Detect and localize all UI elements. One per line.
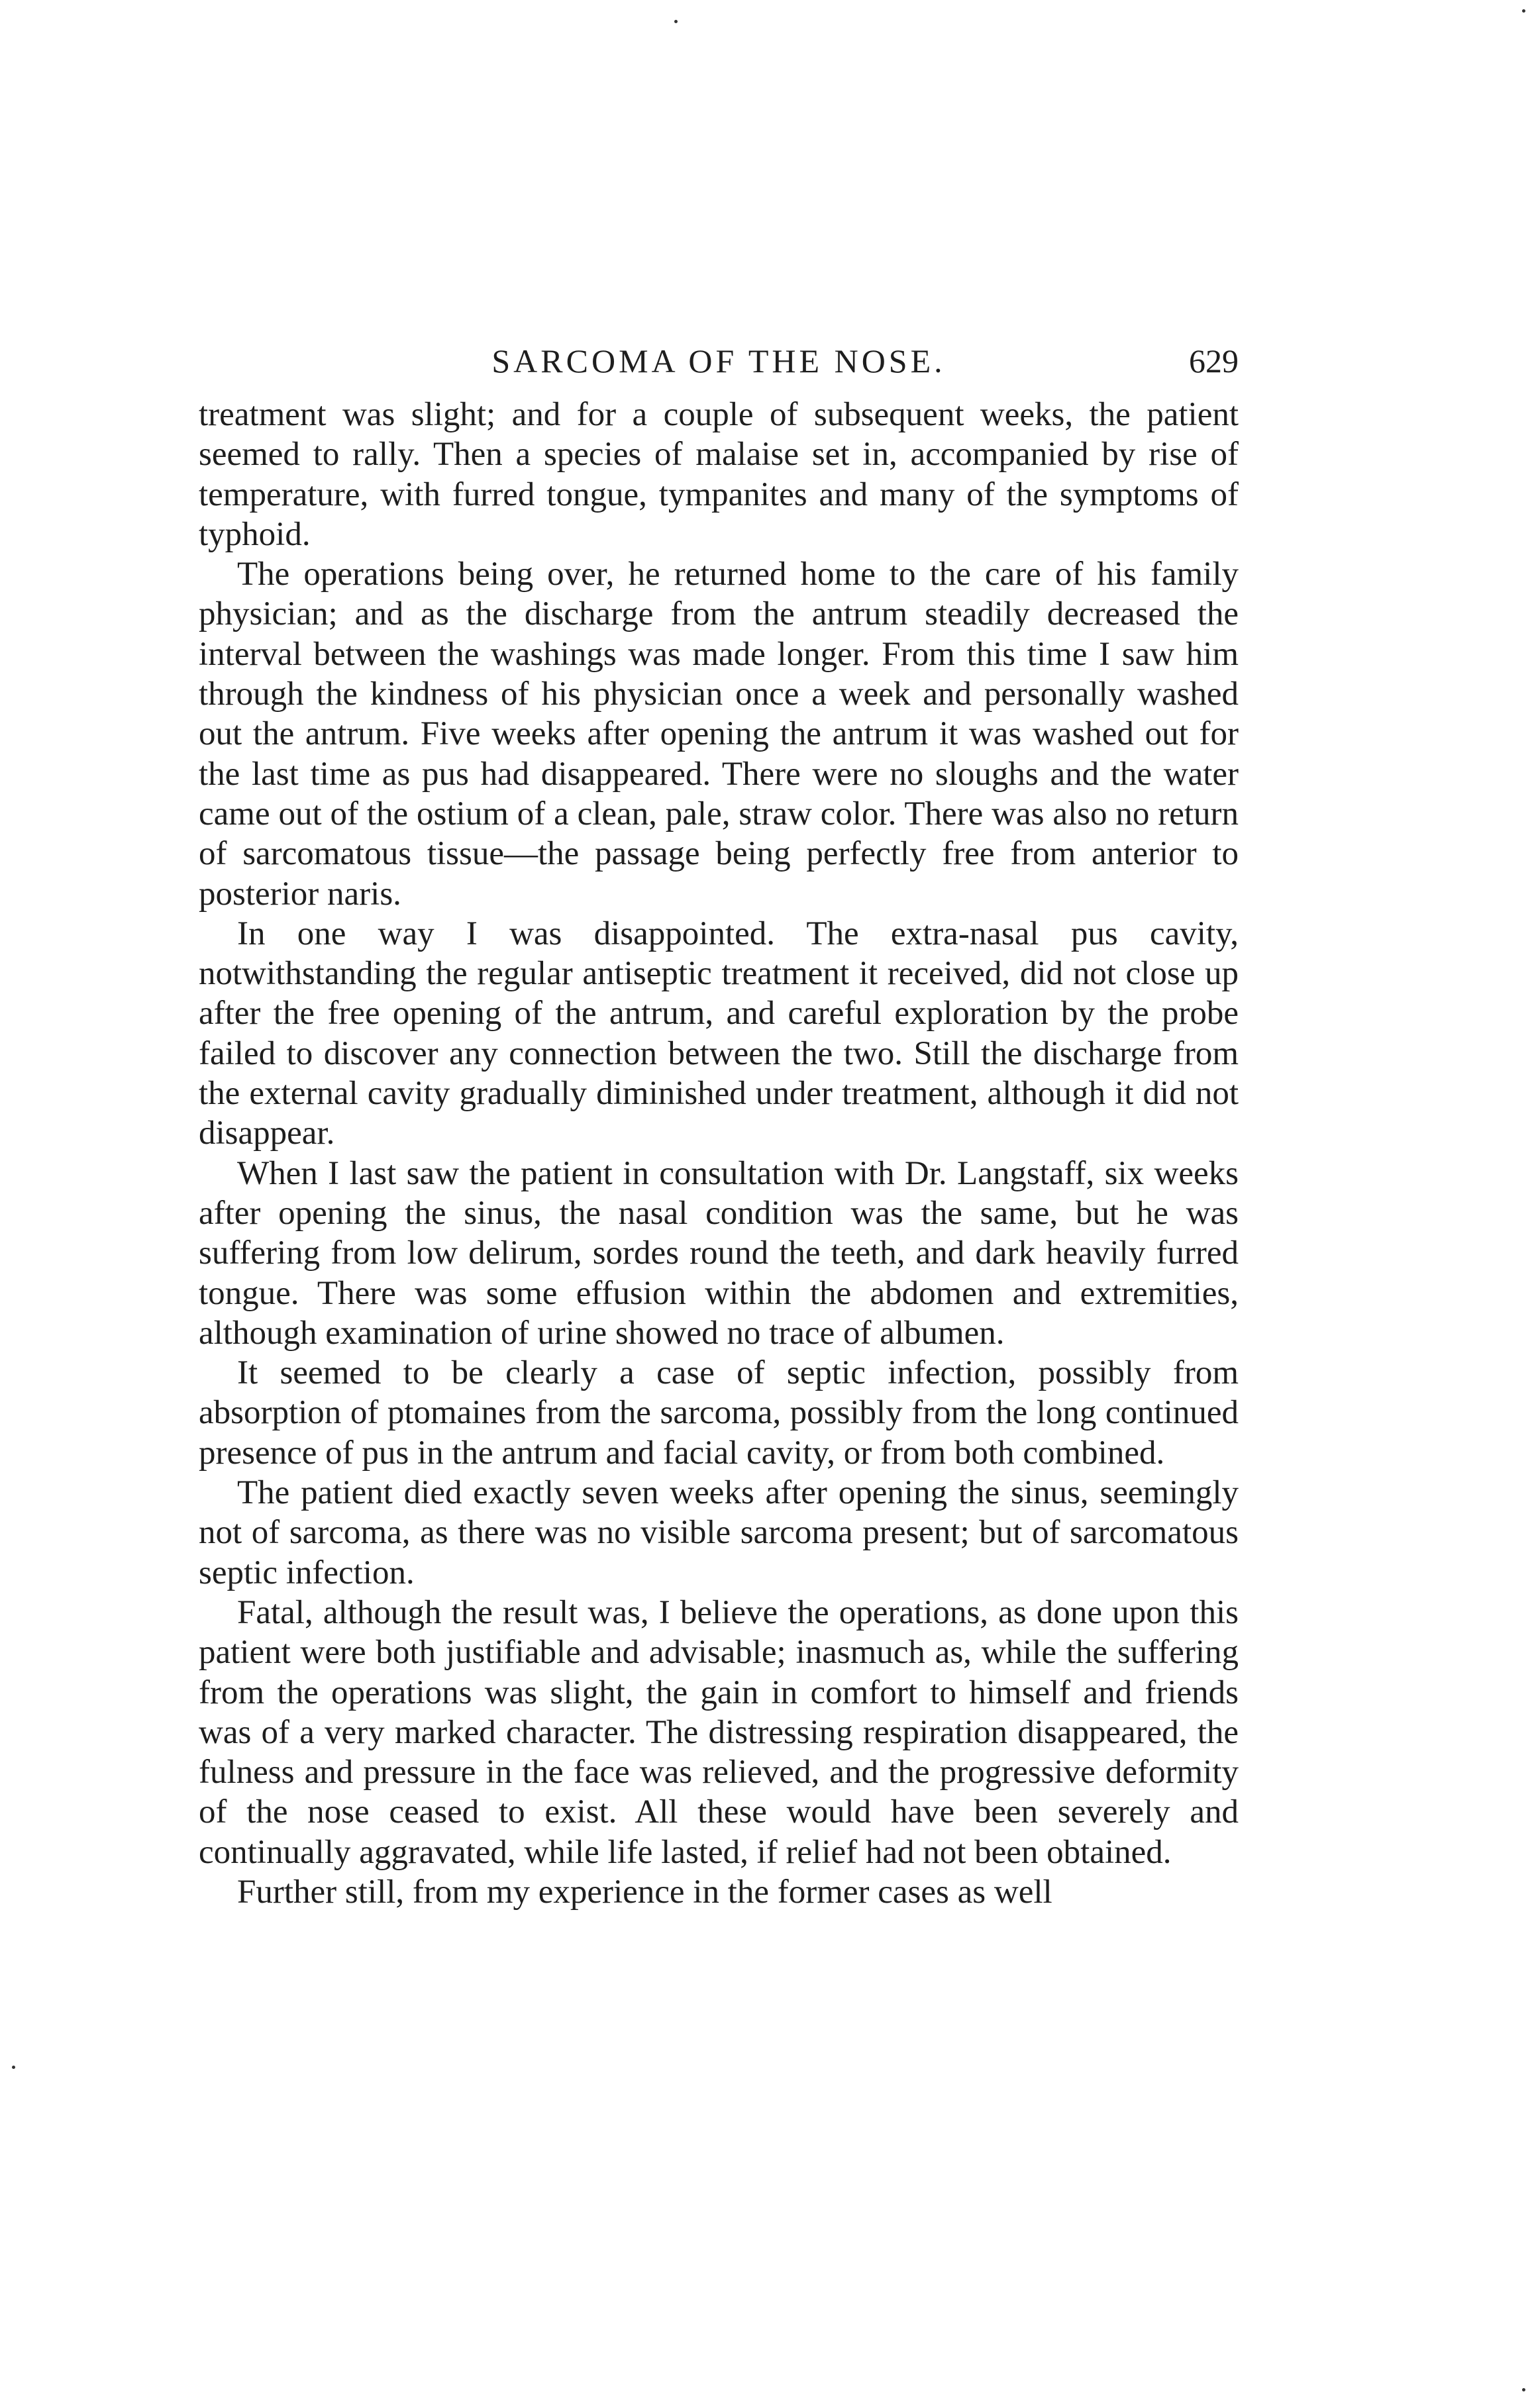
print-speck [12,2066,15,2069]
paragraph: The patient died exactly seven weeks after opening the sinus, seemingly not of sarcoma, as there was no visible sarcoma present; but of sarcomatous septic infection. [199,1474,1239,1591]
paragraph: The operations being over, he returned home to the care of his family physician; and as the discharge from the antrum steadily decreased the interval between the washings was made longer. From this time I saw him through the kindness of his physician once a week and personally washed out the antrum. Five weeks after opening the antrum it was washed out for the last time as pus had disappeared. There were no sloughs and the water came out of the ostium of a clean, pale, straw color. There was also no return of sarcomatous tissue—the passage being perfectly free from anterior to posterior naris. [199,556,1239,913]
print-speck [1522,2388,1525,2391]
body-text [199,395,1239,1912]
paragraph: treatment was slight; and for a couple of subsequent weeks, the patient seemed to rally. Then a species of malaise set in, accompanied by rise of temperature, with furred tongue, tympanites and many of the symptoms of typhoid. [199,396,1239,553]
running-head: SARCOMA OF THE NOSE. [491,342,946,379]
page-header [199,334,1239,387]
page-number: 629 [1189,342,1239,379]
paragraph: In one way I was disappointed. The extra-nasal pus cavity, notwithstanding the regular antiseptic treatment it received, did not close up after the free opening of the antrum, and careful exploration by the probe failed to discover any connection between the two. Still the discharge from the external cavity gradually diminished under treatment, although it did not disappear. [199,915,1239,1152]
paragraph: When I last saw the patient in consultation with Dr. Langstaff, six weeks after opening the sinus, the nasal condition was the same, but he was suffering from low delirum, sordes round the teeth, and dark heavily furred tongue. There was some effusion within the abdomen and extremities, although examination of urine showed no trace of albumen. [199,1154,1239,1352]
print-speck [674,20,678,23]
paragraph: Further still, from my experience in the former cases as well [237,1873,1052,1911]
paragraph: Fatal, although the result was, I believe the operations, as done upon this patient were both justifiable and advisable; inasmuch as, while the suffering from the operations was slight, the gain in comfort to himself and friends was of a very marked character. The distressing respiration disappeared, the fulness and pressure in the face was relieved, and the progressive deformity of the nose ceased to exist. All these would have been severely and continually aggravated, while life lasted, if relief had not been obtained. [199,1593,1239,1871]
paragraph: It seemed to be clearly a case of septic infection, possibly from absorption of ptomaines from the sarcoma, possibly from the long continued presence of pus in the antrum and facial cavity, or from both combined. [199,1354,1239,1472]
print-speck [1522,9,1525,13]
